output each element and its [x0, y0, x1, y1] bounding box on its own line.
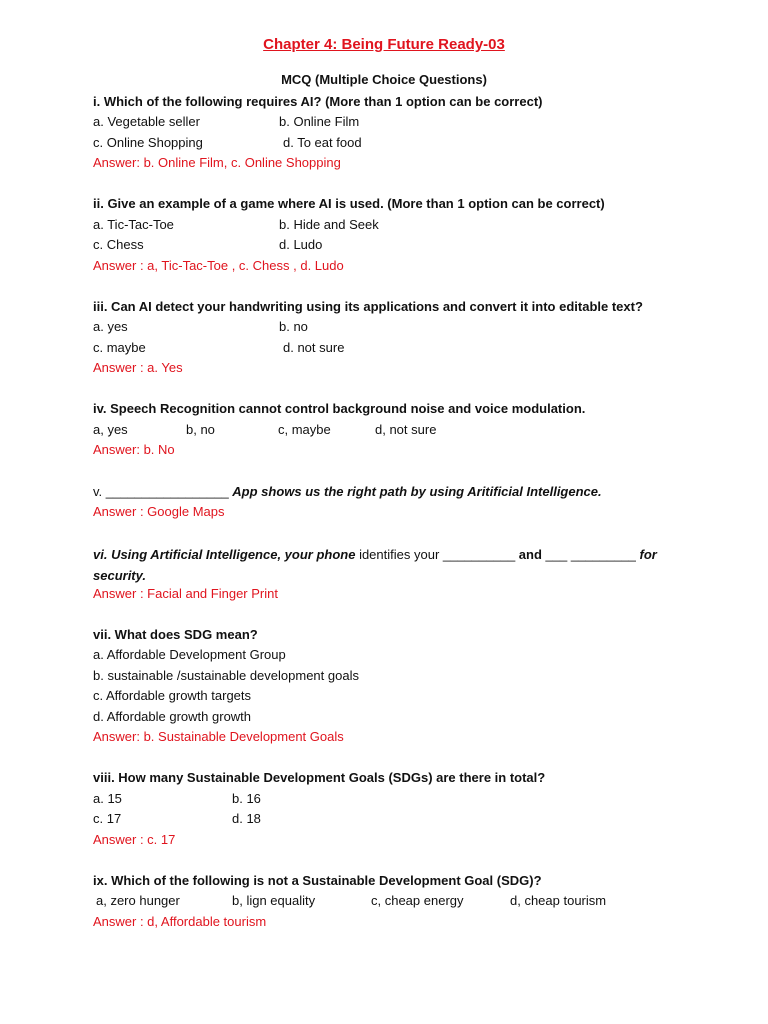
question-4: iv. Speech Recognition cannot control background noise and voice modulation.	[93, 401, 586, 416]
q9-option-b: b, lign equality	[232, 893, 316, 908]
q1-option-d: d. To eat food	[283, 135, 362, 150]
question-1: i. Which of the following requires AI? (More than 1 option can be correct)	[93, 94, 543, 109]
q8-option-a: a. 15	[93, 791, 122, 806]
question-6	[93, 544, 678, 586]
q9-option-a: a, zero hunger	[96, 893, 180, 908]
q6-part-3: and	[518, 547, 542, 562]
q6-part-5: for security.	[93, 547, 657, 583]
q4-option-a: a, yes	[93, 422, 128, 437]
q2-option-b: b. Hide and Seek	[279, 217, 379, 232]
q4-answer: Answer: b. No	[93, 442, 175, 457]
q9-option-c: c, cheap energy	[371, 893, 464, 908]
q6-answer: Answer : Facial and Finger Print	[93, 586, 278, 601]
chapter-title: Chapter 4: Being Future Ready-03	[263, 36, 505, 53]
q5-text: App shows us the right path by using Aritificial Intelligence.	[232, 484, 602, 499]
question-2: ii. Give an example of a game where AI is used. (More than 1 option can be correct)	[93, 196, 605, 211]
q4-option-c: c, maybe	[278, 422, 331, 437]
question-5	[93, 483, 602, 501]
q8-option-b: b. 16	[232, 791, 261, 806]
q7-answer: Answer: b. Sustainable Development Goals	[93, 729, 344, 744]
q7-option-c: c. Affordable growth targets	[93, 688, 252, 703]
q7-option-a: a. Affordable Development Group	[93, 647, 286, 662]
q2-option-c: c. Chess	[93, 237, 144, 252]
q1-answer: Answer: b. Online Film, c. Online Shopping	[93, 155, 341, 170]
q8-option-d: d. 18	[232, 811, 261, 826]
q3-option-d: d. not sure	[283, 340, 345, 355]
q6-part-1: vi. Using Artificial Intelligence, your phone	[93, 547, 360, 562]
question-3: iii. Can AI detect your handwriting using its applications and convert it into editable text?	[93, 299, 643, 314]
q4-option-d: d, not sure	[375, 422, 437, 437]
q7-option-b: b. sustainable /sustainable development goals	[93, 668, 359, 683]
q8-option-c: c. 17	[93, 811, 122, 826]
question-7: vii. What does SDG mean?	[93, 627, 258, 642]
q2-option-a: a. Tic-Tac-Toe	[93, 217, 174, 232]
q3-option-b: b. no	[279, 319, 308, 334]
q2-option-d: d. Ludo	[279, 237, 323, 252]
q7-option-d: d. Affordable growth growth	[93, 709, 252, 724]
q6-part-4: ___ _________	[541, 547, 640, 562]
q9-option-d: d, cheap tourism	[510, 893, 607, 908]
section-subtitle: MCQ (Multiple Choice Questions)	[281, 72, 487, 87]
q1-option-c: c. Online Shopping	[93, 135, 203, 150]
q3-answer: Answer : a. Yes	[93, 360, 183, 375]
question-8: viii. How many Sustainable Development Goals (SDGs) are there in total?	[93, 770, 546, 785]
q1-option-a: a. Vegetable seller	[93, 114, 200, 129]
q5-answer: Answer : Google Maps	[93, 504, 225, 519]
q6-part-2: identifies your __________	[359, 547, 519, 562]
q1-option-b: b. Online Film	[279, 114, 360, 129]
q8-answer: Answer : c. 17	[93, 832, 176, 847]
q2-answer: Answer : a, Tic-Tac-Toe , c. Chess , d. Ludo	[93, 258, 344, 273]
question-9: ix. Which of the following is not a Sustainable Development Goal (SDG)?	[93, 873, 542, 888]
q4-option-b: b, no	[186, 422, 215, 437]
q3-option-a: a. yes	[93, 319, 128, 334]
q5-prefix: v. _________________	[93, 484, 233, 499]
q9-answer: Answer : d, Affordable tourism	[93, 914, 267, 929]
q3-option-c: c. maybe	[93, 340, 146, 355]
